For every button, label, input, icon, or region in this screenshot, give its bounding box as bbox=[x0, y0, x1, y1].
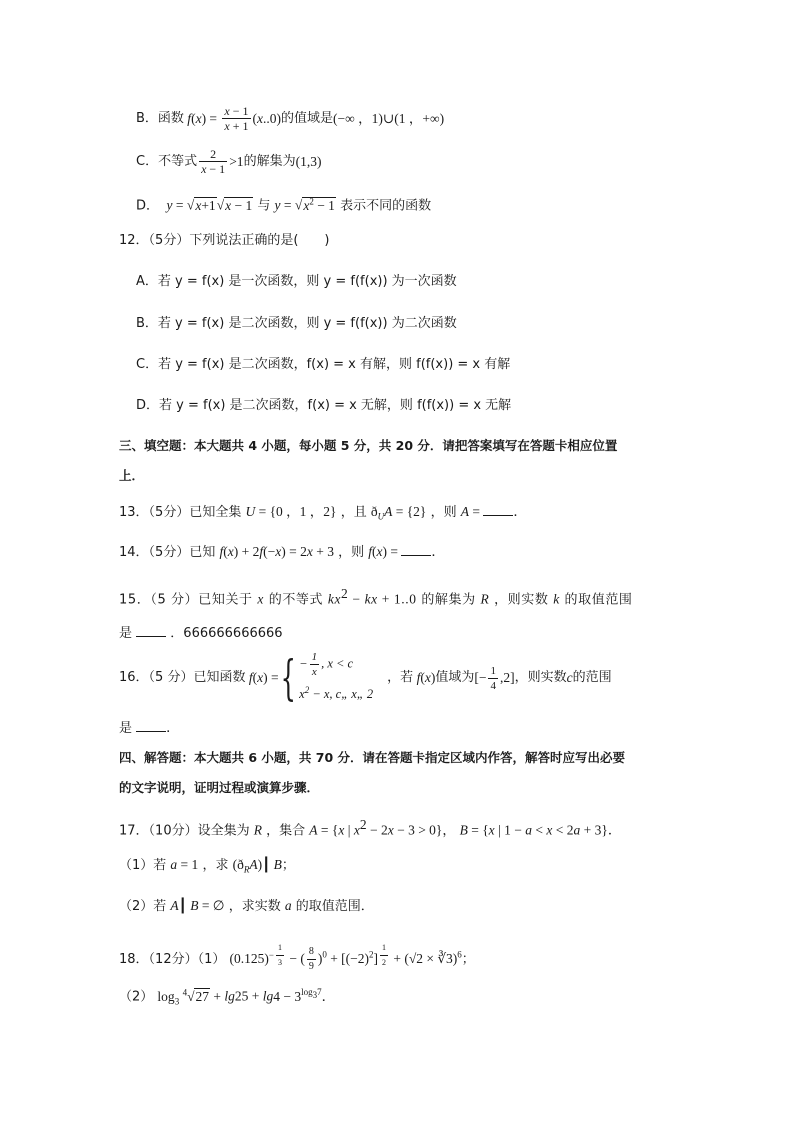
q15-line1: 15．（5 分）已知关于 x 的不等式 $kx^2$ − kx + 1..0 的解集为 R ，则实数 k 的取值范围 bbox=[119, 586, 633, 608]
q11-c-label: C．不等式 bbox=[136, 153, 198, 169]
q17-part2: （2）若 A┃ B = ∅ ，求实数 a 的取值范围． bbox=[119, 898, 374, 914]
q18-part2: （2） $\log_3 ^4√27 + \lg 25 + \lg 4 - 3^{log_37}$． bbox=[119, 987, 336, 1007]
q14: 14．（5分）已知 f(x) + 2f(−x) = 2x + 3 ，则 f(x) = ． bbox=[119, 544, 445, 560]
q16-line2: 是 ． bbox=[119, 720, 180, 736]
q18-part1: 18．（12分）（1） $(0.125)^{- \frac{1}{3}}$ − ( $\frac{8}{9}$ )$^0 + [(-2)^2]$ $^{\frac{1}{2}}$ + (√2 × ∛3)$^6$； bbox=[119, 943, 475, 973]
q14-answer-blank[interactable] bbox=[401, 543, 431, 556]
q17-part1: （1）若 a = 1 ，求 $(ð_RA)┃$ B； bbox=[119, 857, 295, 875]
q11-option-b: B．函数 f ( x ) = $\frac{x - 1}{x + 1}$ ( x ..0) 的值域是 (−∞ ，1)∪(1 ，+∞) bbox=[136, 104, 445, 133]
q12-stem: 12．（5分）下列说法正确的是( ) bbox=[119, 233, 330, 248]
q13: 13．（5分）已知全集 U = {0 ，1 ，2} ，且 $ð_UA = \{2\}$ ，则 A = ． bbox=[119, 504, 527, 522]
q16-answer-blank[interactable] bbox=[136, 719, 166, 732]
q11-b-label: B．函数 bbox=[136, 110, 184, 126]
section3-title: 三、填空题：本大题共 4 小题，每小题 5 分，共 20 分．请把答案填写在答题卡相应位置 bbox=[119, 438, 618, 453]
section3-title-cont: 上． bbox=[119, 468, 145, 483]
q11-option-c: C．不等式 $\frac{2}{x - 1}$ >1 的解集为 (1,3) bbox=[136, 147, 322, 176]
q13-answer-blank[interactable] bbox=[483, 503, 513, 516]
q12-option-d: D．若 y = f(x) 是二次函数，f(x) = x 无解，则 f(f(x)) = x 无解 bbox=[136, 398, 512, 413]
q17-stem: 17．（10分）设全集为 R ，集合 A = {x | $x^2 - 2x - 3 > 0$}， B = {x | 1 − a < x < 2a + 3}． bbox=[119, 817, 622, 839]
q11-b-fraction: $\frac{x - 1}{x + 1}$ bbox=[224, 104, 249, 133]
q16-piecewise-brace: { bbox=[280, 650, 296, 706]
section4-title: 四、解答题：本大题共 6 小题，共 70 分．请在答题卡指定区域内作答，解答时应写出必要 bbox=[119, 750, 626, 765]
q11-c-fraction: $\frac{2}{x - 1}$ bbox=[201, 147, 226, 176]
q16: 16．（5 分）已知函数 f ( x ) = { − $\frac{1}{x}$ , x < c $x^2 - x$, c„ x„ 2 ，若 f ( x ) 值域为 [− $\frac{1}{4}$ ,2] ，则实数 c 的范围 bbox=[119, 650, 612, 706]
section4-title-cont: 的文字说明，证明过程或演算步骤． bbox=[119, 780, 320, 795]
q16-piecewise-cases: − $\frac{1}{x}$ , x < c $x^2 - x$, c„ x„ 2 bbox=[299, 651, 374, 702]
q15-line2: 是 ．666666666666 bbox=[119, 626, 283, 641]
q11-option-d: D． y = √x+1√x − 1 与 $y = √x^2 - 1$ 表示不同的函数 bbox=[136, 196, 432, 214]
q15-answer-blank[interactable] bbox=[136, 624, 166, 637]
q12-option-b: B．若 y = f(x) 是二次函数，则 y = f(f(x)) 为二次函数 bbox=[136, 316, 457, 331]
q12-option-c: C．若 y = f(x) 是二次函数，f(x) = x 有解，则 f(f(x)) = x 有解 bbox=[136, 357, 511, 372]
q12-option-a: A．若 y = f(x) 是一次函数，则 y = f(f(x)) 为一次函数 bbox=[136, 274, 457, 289]
